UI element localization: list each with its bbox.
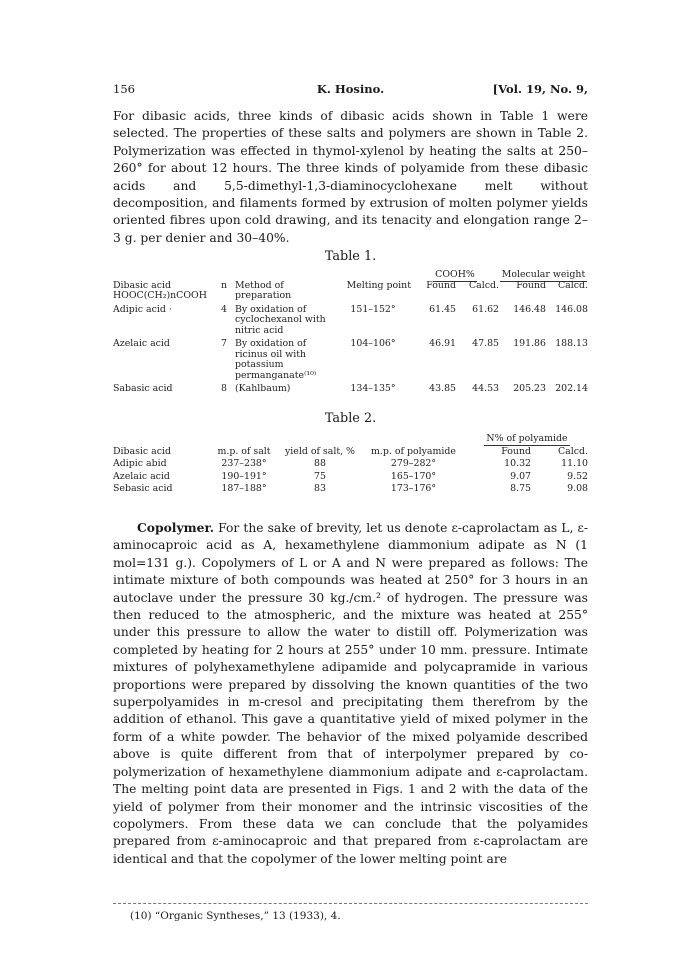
table2-yield: 83 xyxy=(314,483,326,494)
table1-col-mw-calcd: Calcd. xyxy=(558,279,588,291)
table1-n: 8 xyxy=(221,383,227,394)
table2-n-found: 8.75 xyxy=(510,483,531,494)
table1-col-cooh-calcd: Calcd. xyxy=(469,279,499,291)
table1-col-n: n xyxy=(220,279,228,291)
table1-mw-found: 191.86 xyxy=(513,338,546,349)
table1-group-header xyxy=(113,270,588,281)
table2-mp-salt: 237–238° xyxy=(221,458,267,469)
table1-method: By oxidation of ricinus oil with potassium permanganate⁽¹⁰⁾ xyxy=(235,338,317,381)
table1-mw-calcd: 146.08 xyxy=(555,303,588,315)
table2-mp-poly: 279–282° xyxy=(390,458,437,469)
table2-acid: Azelaic acid xyxy=(113,470,170,482)
table1-col-method: Method of preparation xyxy=(235,279,292,301)
table1-col-mp: Melting point xyxy=(346,279,411,291)
table1-mw-found: 205.23 xyxy=(513,383,546,394)
author-name: K. Hosino. xyxy=(316,82,385,96)
table2-mp-salt: 187–188° xyxy=(221,483,267,494)
table2-mp-poly: 173–176° xyxy=(390,483,437,494)
table2-n-calcd: 9.52 xyxy=(567,470,588,482)
table2-n-calcd: 9.08 xyxy=(567,483,588,494)
table1-method: By oxidation of cyclochexanol with nitric acid xyxy=(235,303,326,336)
table2-n-found: 10.32 xyxy=(504,458,531,469)
table2-n-found: 9.07 xyxy=(510,470,531,482)
table2-col-acid: Dibasic acid xyxy=(113,445,171,457)
table1-cooh-found: 46.91 xyxy=(429,338,456,349)
table2-group-n: N% of polyamide xyxy=(486,433,568,444)
table1-cooh-calcd: 61.62 xyxy=(472,303,499,315)
table1-group-mw: Molecular weight xyxy=(501,269,586,280)
table1-cooh-calcd: 47.85 xyxy=(472,338,499,349)
table2-mp-poly: 165–170° xyxy=(390,470,437,482)
table1 xyxy=(113,270,588,395)
table1-group-cooh: COOH% xyxy=(435,269,475,280)
page-number: 156 xyxy=(113,82,135,96)
table-row xyxy=(113,302,588,337)
copolymer-heading: Copolymer. xyxy=(137,520,215,535)
table1-cooh-calcd: 44.53 xyxy=(472,383,499,394)
copolymer-paragraph xyxy=(113,519,588,868)
volume-info: [Vol. 19, No. 9, xyxy=(492,82,588,96)
table1-mp: 134–135° xyxy=(350,383,396,394)
table1-method: (Kahlbaum) xyxy=(235,383,291,394)
intro-paragraph xyxy=(113,108,588,247)
table1-acid: Azelaic acid xyxy=(113,338,170,349)
table2-col-calcd: Calcd. xyxy=(558,445,588,457)
table1-n: 7 xyxy=(221,338,227,349)
table1-mw-calcd: 202.14 xyxy=(555,383,588,394)
table2-col-mp-salt: m.p. of salt xyxy=(217,445,271,457)
table2-yield: 88 xyxy=(314,458,326,469)
table1-cooh-found: 61.45 xyxy=(429,303,456,315)
table-row xyxy=(113,336,588,381)
table1-acid: Adipic acid · xyxy=(113,303,172,315)
table2-group-header xyxy=(113,434,588,447)
table1-mw-found: 146.48 xyxy=(513,303,546,315)
table2-mp-salt: 190–191° xyxy=(221,470,267,482)
table-row xyxy=(113,381,588,395)
table2-acid: Adipic abid xyxy=(113,458,167,469)
table2 xyxy=(113,434,588,497)
copolymer-text: For the sake of brevity, let us denote ε-caprolactam as L, ε-aminocaproic acid as A, hexamethylene diammonium adipate as N (1 mol=131 g.). Copolymers of L or A and N were prepared as follows: The intimate mixture of both compounds was heated at 250° for 3 hours in an autoclave under the pressure 30 kg./cm.² of hydrogen. The pressure was then reduced to the atmospheric, and the mixture was heated at 255° under this pressure to allow the water to distill off. Polymerization was completed by heating for 2 hours at 255° under 10 mm. pressure. Intimate mixtures of polyhexamethylene adipamide and polycapramide in various proportions were prepared by dissolving the known quantities of the two superpolyamides in m-cresol and precipitating them therefrom by the addition of ethanol. This gave a quantitative yield of mixed polymer in the form of a white powder. The behavior of the mixed polyamide described above is quite different from that of interpolymer prepared by co-polymerization of hexamethylene diammonium adipate and ε-caprolactam. The melting point data are presented in Figs. 1 and 2 with the data of the yield of polymer from their monomer and the intrinsic viscosities of the copolymers. From these data we can conclude that the polyamides prepared from ε-aminocaproic and that prepared from ε-caprolactam are identical and that the copolymer of the lower melting point are xyxy=(113,521,588,866)
table-row xyxy=(113,459,588,472)
table2-col-mp-poly: m.p. of polyamide xyxy=(371,445,456,457)
table1-col-cooh-found: Found xyxy=(426,279,456,291)
table1-column-header xyxy=(113,281,588,302)
table2-col-found: Found xyxy=(501,445,531,457)
table2-col-yield: yield of salt, % xyxy=(285,445,355,457)
table1-caption: Table 1. xyxy=(324,249,377,264)
table-row xyxy=(113,484,588,497)
intro-text: For dibasic acids, three kinds of dibasic acids shown in Table 1 were selected. The properties of these salts and polymers are shown in Table 2. Polymerization was effected in thymol-xylenol by heating the salts at 250–260° for about 12 hours. The three kinds of polyamide from these dibasic acids and 5,5-dimethyl-1,3-diaminocyclohexane melt without decomposition, and filaments formed by extrusion of molten polymer yields oriented fibres upon cold drawing, and its tenacity and elongation range 2–3 g. per denier and 30–40%. xyxy=(113,109,588,245)
table1-n: 4 xyxy=(221,303,227,315)
table2-yield: 75 xyxy=(314,470,326,482)
table2-acid: Sebasic acid xyxy=(113,483,173,494)
table2-n-calcd: 11.10 xyxy=(561,458,588,469)
table1-acid: Sabasic acid xyxy=(113,383,173,394)
footnote: (10) “Organic Syntheses,” 13 (1933), 4. xyxy=(130,910,341,922)
table1-mw-calcd: 188.13 xyxy=(555,338,588,349)
table1-cooh-found: 43.85 xyxy=(429,383,456,394)
footnote-rule xyxy=(113,903,588,904)
table1-mp: 104–106° xyxy=(350,338,396,349)
table1-col-mw-found: Found xyxy=(516,279,546,291)
running-header xyxy=(113,82,588,100)
table1-mp: 151–152° xyxy=(350,303,396,315)
table2-caption: Table 2. xyxy=(324,411,377,426)
table1-col-acid: Dibasic acid HOOC(CH₂)nCOOH xyxy=(113,279,207,301)
